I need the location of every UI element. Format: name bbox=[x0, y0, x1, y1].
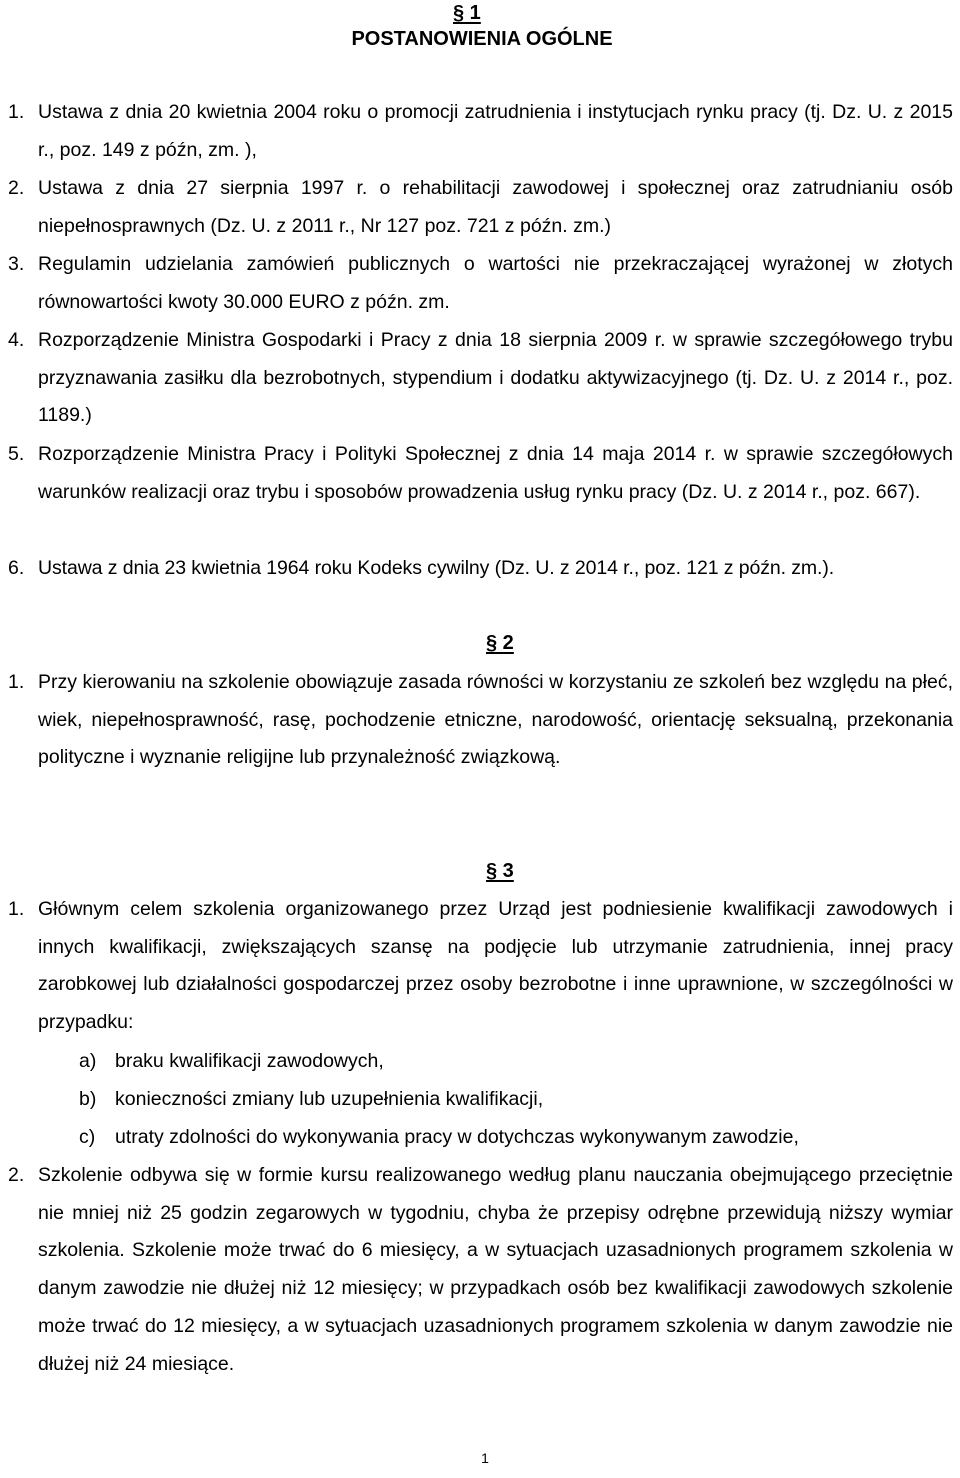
sub-item-letter: c) bbox=[79, 1126, 96, 1148]
sub-list-item bbox=[79, 1119, 799, 1157]
sub-list-item bbox=[79, 1081, 543, 1119]
list-item bbox=[0, 170, 960, 246]
list-item bbox=[0, 436, 960, 550]
list-item bbox=[0, 664, 960, 816]
item-text: Rozporządzenie Ministra Gospodarki i Pracy z dnia 18 sierpnia 2009 r. w sprawie szczegółowego trybu przyznawania zasiłku dla bezrobotnych, stypendium i dodatku aktywizacyjnego (tj. Dz. U. z 2014 r., poz. 1189.) bbox=[38, 329, 953, 427]
page-number: 1 bbox=[481, 1450, 489, 1466]
list-item bbox=[0, 94, 960, 170]
list-item bbox=[0, 1157, 960, 1421]
item-text: Szkolenie odbywa się w formie kursu realizowanego według planu nauczania obejmującego przeciętnie nie mniej niż 25 godzin zegarowych w tygodniu, chyba że przepisy odrębne przewidują niższy wymiar szkolenia. Szkolenie może trwać do 6 miesięcy, a w sytuacjach uzasadnionych programem szkolenia w danym zawodzie nie dłużej niż 12 miesięcy; w przypadkach osób bez kwalifikacji zawodowych szkolenie może trwać do 12 miesięcy, a w sytuacjach uzasadnionych programem szkolenia w danym zawodzie nie dłużej niż 24 miesiące. bbox=[38, 1164, 953, 1375]
item-text: Regulamin udzielania zamówień publicznych o wartości nie przekraczającej wyrażonej w złotych równowartości kwoty 30.000 EURO z późn. zm. bbox=[38, 253, 953, 313]
item-number: 1. bbox=[8, 898, 25, 920]
item-number: 4. bbox=[8, 329, 25, 351]
item-text: Głównym celem szkolenia organizowanego przez Urząd jest podniesienie kwalifikacji zawodowych i innych kwalifikacji, zwiększających szansę na podjęcie lub utrzymanie zatrudnienia, innej pracy zarobkowej lub działalności gospodarczej przez osoby bezrobotne i inne uprawnione, w szczególności w przypadku: bbox=[38, 898, 953, 1034]
item-text: Ustawa z dnia 20 kwietnia 2004 roku o promocji zatrudnienia i instytucjach rynku pracy (tj. Dz. U. z 2015 r., poz. 149 z późn, zm. ), bbox=[38, 101, 953, 161]
item-number: 2. bbox=[8, 1164, 25, 1186]
item-number: 5. bbox=[8, 443, 25, 465]
item-text: Ustawa z dnia 23 kwietnia 1964 roku Kodeks cywilny (Dz. U. z 2014 r., poz. 121 z późn. zm.). bbox=[38, 557, 835, 579]
sub-item-letter: a) bbox=[79, 1050, 97, 1072]
list-item bbox=[0, 550, 960, 588]
item-number: 6. bbox=[8, 557, 25, 579]
sub-item-letter: b) bbox=[79, 1088, 97, 1110]
section-1-title: POSTANOWIENIA OGÓLNE bbox=[351, 28, 613, 50]
sub-item-text: braku kwalifikacji zawodowych, bbox=[115, 1050, 384, 1072]
item-text: Rozporządzenie Ministra Pracy i Polityki Społecznej z dnia 14 maja 2014 r. w sprawie szczegółowych warunków realizacji oraz trybu i sposobów prowadzenia usług rynku pracy (Dz. U. z 2014 r., poz. 667). bbox=[38, 443, 953, 503]
item-text: Przy kierowaniu na szkolenie obowiązuje zasada równości w korzystaniu ze szkoleń bez względu na płeć, wiek, niepełnosprawność, rasę, pochodzenie etniczne, narodowość, orientację seksualną, przekonania polityczne i wyznanie religijne lub przynależność związkową. bbox=[38, 671, 953, 769]
item-number: 3. bbox=[8, 253, 25, 275]
item-number: 1. bbox=[8, 101, 25, 123]
section-2-mark: § 2 bbox=[486, 632, 514, 654]
item-text: Ustawa z dnia 27 sierpnia 1997 r. o rehabilitacji zawodowej i społecznej oraz zatrudnianiu osób niepełnosprawnych (Dz. U. z 2011 r., Nr 127 poz. 721 z późn. zm.) bbox=[38, 177, 953, 237]
section-3-mark: § 3 bbox=[486, 860, 514, 882]
list-item bbox=[0, 246, 960, 322]
item-number: 2. bbox=[8, 177, 25, 199]
sub-list-item bbox=[79, 1043, 384, 1081]
sub-item-text: utraty zdolności do wykonywania pracy w dotychczas wykonywanym zawodzie, bbox=[115, 1126, 799, 1148]
section-1-mark: § 1 bbox=[453, 2, 481, 24]
list-item bbox=[0, 891, 960, 1043]
list-item bbox=[0, 322, 960, 436]
sub-item-text: konieczności zmiany lub uzupełnienia kwalifikacji, bbox=[115, 1088, 544, 1110]
item-number: 1. bbox=[8, 671, 25, 693]
